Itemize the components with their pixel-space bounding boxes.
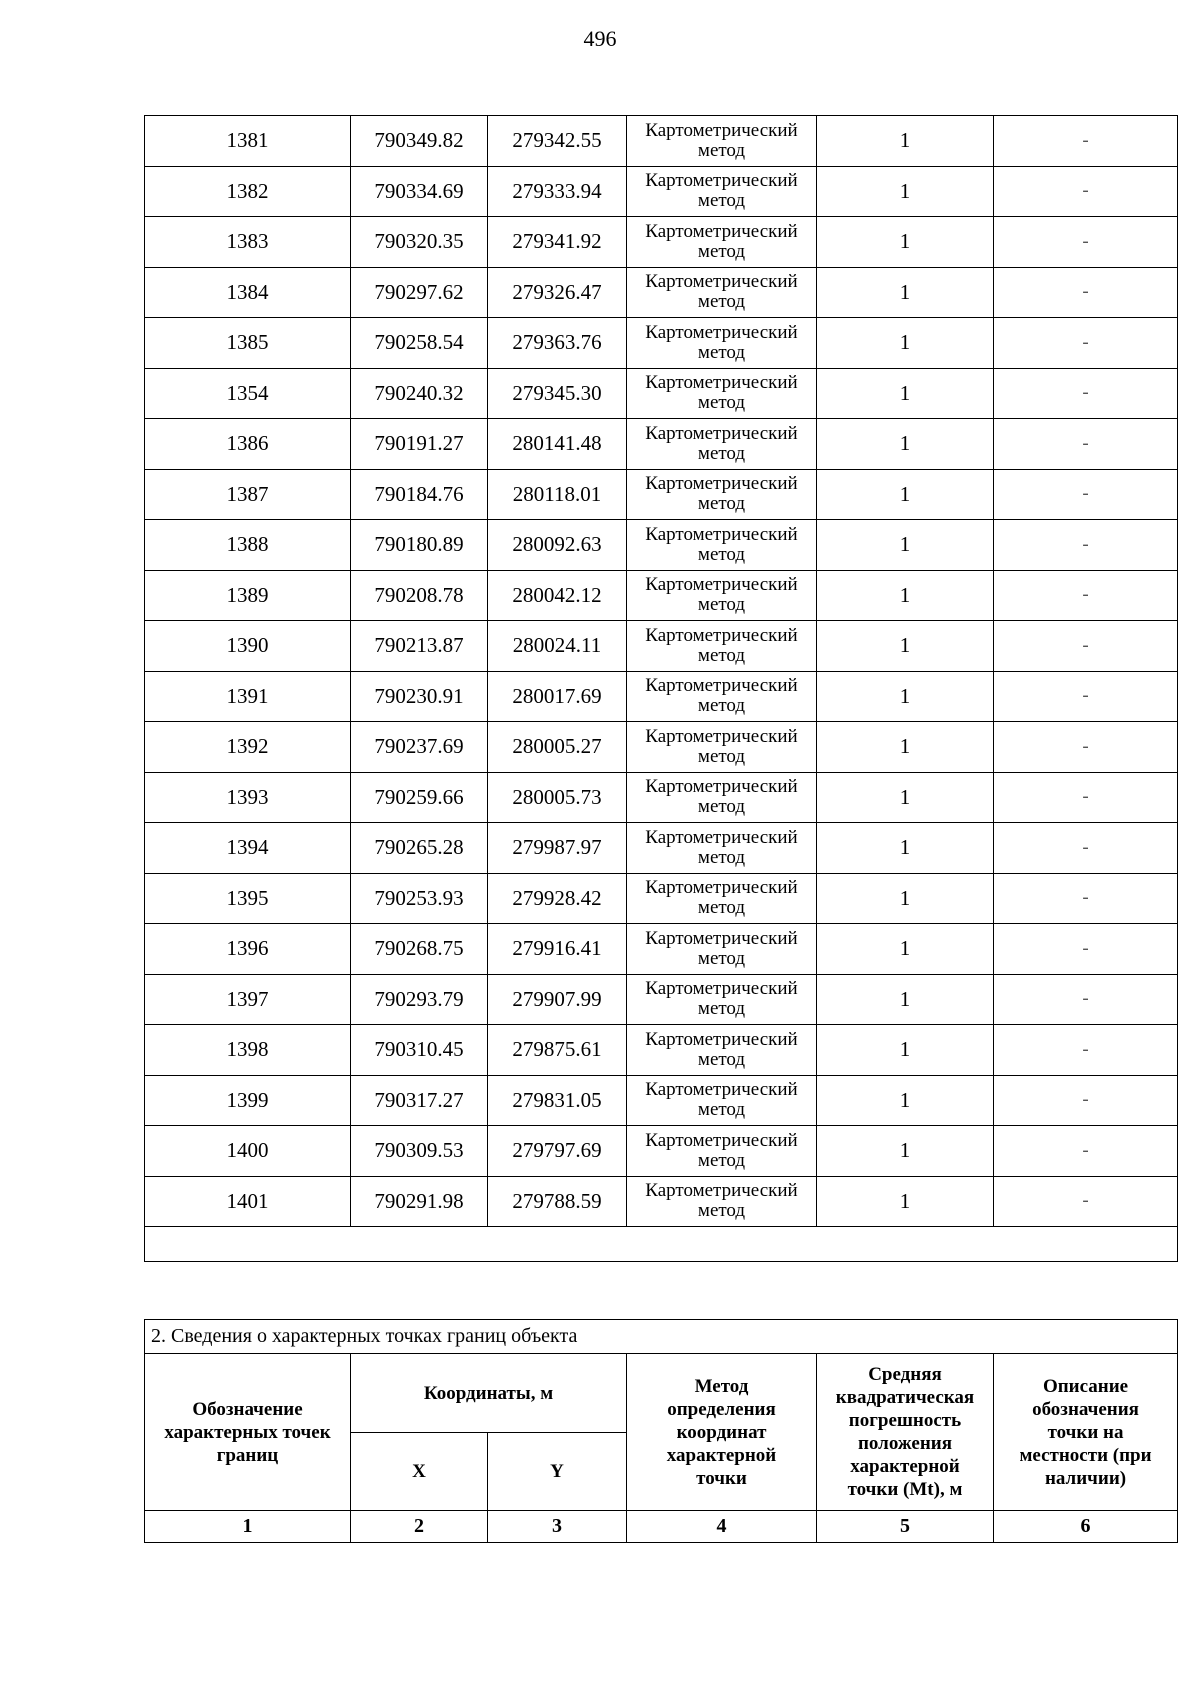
coord-y: 279363.76 (488, 318, 627, 369)
table-row (145, 671, 1178, 722)
method-cell (627, 116, 817, 167)
point-id: 1381 (145, 116, 351, 167)
description: - (994, 722, 1178, 773)
method-cell (627, 318, 817, 369)
table-row (145, 520, 1178, 571)
method-text: метод (697, 1149, 746, 1171)
coord-y: 279875.61 (488, 1025, 627, 1076)
method-cell (627, 974, 817, 1025)
table-row (145, 823, 1178, 874)
method-text: метод (697, 644, 746, 666)
point-id: 1396 (145, 924, 351, 975)
point-id: 1382 (145, 166, 351, 217)
table-row (145, 1126, 1178, 1177)
method-text: Картометрический (645, 473, 798, 495)
coord-x: 790320.35 (351, 217, 488, 268)
table-row (145, 1075, 1178, 1126)
coord-x: 790293.79 (351, 974, 488, 1025)
method-text: метод (697, 139, 746, 161)
coord-x: 790230.91 (351, 671, 488, 722)
column-number: 2 (351, 1511, 488, 1543)
method-cell (627, 1025, 817, 1076)
method-text: Картометрический (645, 1180, 798, 1202)
description: - (994, 166, 1178, 217)
error-mt: 1 (817, 772, 994, 823)
method-cell (627, 873, 817, 924)
coord-x: 790258.54 (351, 318, 488, 369)
method-cell (627, 1126, 817, 1177)
header-line: квадратическая (835, 1387, 975, 1408)
coord-x: 790237.69 (351, 722, 488, 773)
coord-x: 790291.98 (351, 1176, 488, 1227)
method-text: Картометрический (645, 725, 798, 747)
header-line: координат (676, 1421, 767, 1443)
method-cell (627, 217, 817, 268)
section-2-title: 2. Сведения о характерных точках границ объекта (145, 1320, 1178, 1354)
column-number: 6 (994, 1511, 1178, 1543)
description: - (994, 924, 1178, 975)
table-row (145, 267, 1178, 318)
coord-y: 280042.12 (488, 570, 627, 621)
method-text: Картометрический (645, 119, 798, 141)
point-id: 1384 (145, 267, 351, 318)
coord-y: 279326.47 (488, 267, 627, 318)
method-cell (627, 267, 817, 318)
description: - (994, 570, 1178, 621)
error-mt: 1 (817, 116, 994, 167)
description: - (994, 267, 1178, 318)
table-row (145, 974, 1178, 1025)
error-mt: 1 (817, 924, 994, 975)
table-row (145, 419, 1178, 470)
error-mt: 1 (817, 621, 994, 672)
method-text: Картометрический (645, 321, 798, 343)
method-text: Картометрический (645, 978, 798, 1000)
method-cell (627, 469, 817, 520)
method-text: метод (697, 846, 746, 868)
coord-x: 790334.69 (351, 166, 488, 217)
table-row (145, 217, 1178, 268)
table-row (145, 621, 1178, 672)
coord-x: 790191.27 (351, 419, 488, 470)
error-mt: 1 (817, 217, 994, 268)
header-line: местности (при (1019, 1444, 1152, 1466)
header-line: погрешность (848, 1410, 962, 1431)
header-line: характерной (666, 1444, 777, 1466)
error-mt: 1 (817, 570, 994, 621)
point-id: 1401 (145, 1176, 351, 1227)
point-id: 1395 (145, 873, 351, 924)
point-id: 1391 (145, 671, 351, 722)
table-row (145, 318, 1178, 369)
point-id: 1399 (145, 1075, 351, 1126)
header-line: характерной (850, 1456, 960, 1477)
error-mt: 1 (817, 671, 994, 722)
coord-x: 790268.75 (351, 924, 488, 975)
column-number: 5 (817, 1511, 994, 1543)
method-text: Картометрический (645, 574, 798, 596)
description: - (994, 1126, 1178, 1177)
coord-y: 279916.41 (488, 924, 627, 975)
error-mt: 1 (817, 1176, 994, 1227)
table-row (145, 1025, 1178, 1076)
point-id: 1394 (145, 823, 351, 874)
method-cell (627, 772, 817, 823)
table-row (145, 166, 1178, 217)
method-text: метод (697, 594, 746, 616)
header-method (627, 1354, 817, 1511)
method-text: метод (697, 1200, 746, 1222)
coord-x: 790259.66 (351, 772, 488, 823)
point-id: 1400 (145, 1126, 351, 1177)
description: - (994, 621, 1178, 672)
method-text: метод (697, 1099, 746, 1121)
description: - (994, 419, 1178, 470)
coord-x: 790297.62 (351, 267, 488, 318)
coord-x: 790317.27 (351, 1075, 488, 1126)
coord-x: 790265.28 (351, 823, 488, 874)
point-id: 1397 (145, 974, 351, 1025)
point-id: 1389 (145, 570, 351, 621)
description: - (994, 1075, 1178, 1126)
column-number: 3 (488, 1511, 627, 1543)
method-text: Картометрический (645, 1129, 798, 1151)
method-text: Картометрический (645, 170, 798, 192)
coord-x: 790208.78 (351, 570, 488, 621)
method-text: Картометрический (645, 1079, 798, 1101)
coord-y: 279907.99 (488, 974, 627, 1025)
description: - (994, 974, 1178, 1025)
method-cell (627, 419, 817, 470)
point-id: 1354 (145, 368, 351, 419)
header-coordinates: Координаты, м (351, 1354, 627, 1433)
coord-y: 279797.69 (488, 1126, 627, 1177)
header-line: положения (857, 1433, 953, 1454)
method-text: Картометрический (645, 372, 798, 394)
method-cell (627, 823, 817, 874)
coord-x: 790213.87 (351, 621, 488, 672)
error-mt: 1 (817, 722, 994, 773)
coord-x: 790309.53 (351, 1126, 488, 1177)
coord-x: 790184.76 (351, 469, 488, 520)
method-text: Картометрический (645, 927, 798, 949)
header-line: точки (Mt), м (847, 1479, 963, 1500)
method-text: Картометрический (645, 826, 798, 848)
page-number: 496 (583, 26, 617, 51)
description: - (994, 873, 1178, 924)
method-text: Картометрический (645, 220, 798, 242)
header-line: определения (667, 1398, 776, 1420)
table-row (145, 1176, 1178, 1227)
header-line: Описание (1042, 1375, 1129, 1397)
header-line: наличии) (1044, 1467, 1127, 1489)
coord-y: 279333.94 (488, 166, 627, 217)
method-cell (627, 520, 817, 571)
error-mt: 1 (817, 469, 994, 520)
header-description (994, 1354, 1178, 1511)
header-error (817, 1354, 994, 1511)
header-line: Средняя (868, 1364, 942, 1385)
method-text: метод (697, 442, 746, 464)
section-2-header-table (144, 1319, 1178, 1543)
header-line: границ (216, 1444, 279, 1466)
coord-x: 790349.82 (351, 116, 488, 167)
method-text: Картометрический (645, 422, 798, 444)
method-text: метод (697, 947, 746, 969)
description: - (994, 368, 1178, 419)
coord-x: 790240.32 (351, 368, 488, 419)
empty-cell (145, 1227, 1178, 1262)
header-line: Обозначение (192, 1398, 303, 1420)
method-text: метод (697, 240, 746, 262)
column-number: 1 (145, 1511, 351, 1543)
description: - (994, 772, 1178, 823)
method-text: Картометрический (645, 877, 798, 899)
point-id: 1385 (145, 318, 351, 369)
coord-y: 279788.59 (488, 1176, 627, 1227)
table-row (145, 722, 1178, 773)
coord-y: 279928.42 (488, 873, 627, 924)
table-row (145, 772, 1178, 823)
point-id: 1393 (145, 772, 351, 823)
error-mt: 1 (817, 974, 994, 1025)
header-line: точки на (1047, 1421, 1124, 1443)
header-y: Y (488, 1433, 627, 1511)
method-cell (627, 621, 817, 672)
method-text: метод (697, 493, 746, 515)
method-text: Картометрический (645, 271, 798, 293)
coord-y: 280024.11 (488, 621, 627, 672)
point-id: 1387 (145, 469, 351, 520)
table-row (145, 469, 1178, 520)
point-id: 1388 (145, 520, 351, 571)
coord-y: 280141.48 (488, 419, 627, 470)
method-cell (627, 368, 817, 419)
error-mt: 1 (817, 368, 994, 419)
header-x: X (351, 1433, 488, 1511)
error-mt: 1 (817, 823, 994, 874)
method-text: метод (697, 745, 746, 767)
method-text: метод (697, 543, 746, 565)
coord-x: 790253.93 (351, 873, 488, 924)
method-text: метод (697, 695, 746, 717)
header-line: характерных точек (164, 1421, 331, 1443)
table-row (145, 873, 1178, 924)
point-id: 1383 (145, 217, 351, 268)
coord-x: 790180.89 (351, 520, 488, 571)
coord-y: 280017.69 (488, 671, 627, 722)
description: - (994, 823, 1178, 874)
description: - (994, 116, 1178, 167)
table-row (145, 116, 1178, 167)
error-mt: 1 (817, 1075, 994, 1126)
error-mt: 1 (817, 873, 994, 924)
coord-y: 280092.63 (488, 520, 627, 571)
error-mt: 1 (817, 1126, 994, 1177)
method-text: метод (697, 190, 746, 212)
method-text: метод (697, 341, 746, 363)
method-text: метод (697, 291, 746, 313)
method-cell (627, 671, 817, 722)
method-text: Картометрический (645, 776, 798, 798)
method-text: метод (697, 998, 746, 1020)
method-text: Картометрический (645, 1028, 798, 1050)
header-line: точки (696, 1467, 747, 1489)
method-text: метод (697, 1048, 746, 1070)
method-text: метод (697, 392, 746, 414)
method-cell (627, 166, 817, 217)
header-line: Метод (694, 1375, 749, 1397)
method-cell (627, 722, 817, 773)
error-mt: 1 (817, 318, 994, 369)
table-row (145, 368, 1178, 419)
point-id: 1390 (145, 621, 351, 672)
coord-y: 279341.92 (488, 217, 627, 268)
method-cell (627, 570, 817, 621)
point-id: 1386 (145, 419, 351, 470)
method-text: Картометрический (645, 624, 798, 646)
method-text: метод (697, 897, 746, 919)
table-row (145, 924, 1178, 975)
point-id: 1398 (145, 1025, 351, 1076)
error-mt: 1 (817, 520, 994, 571)
method-cell (627, 924, 817, 975)
header-line: обозначения (1032, 1398, 1139, 1420)
error-mt: 1 (817, 1025, 994, 1076)
error-mt: 1 (817, 419, 994, 470)
method-text: Картометрический (645, 675, 798, 697)
description: - (994, 318, 1178, 369)
error-mt: 1 (817, 267, 994, 318)
empty-row (145, 1227, 1178, 1262)
method-cell (627, 1075, 817, 1126)
coord-y: 279345.30 (488, 368, 627, 419)
description: - (994, 1025, 1178, 1076)
coord-x: 790310.45 (351, 1025, 488, 1076)
coord-y: 279831.05 (488, 1075, 627, 1126)
coord-y: 279342.55 (488, 116, 627, 167)
coord-y: 280005.27 (488, 722, 627, 773)
point-id: 1392 (145, 722, 351, 773)
header-designation (145, 1354, 351, 1511)
method-cell (627, 1176, 817, 1227)
description: - (994, 1176, 1178, 1227)
coord-y: 279987.97 (488, 823, 627, 874)
description: - (994, 469, 1178, 520)
column-number: 4 (627, 1511, 817, 1543)
coordinates-table (144, 115, 1178, 1262)
description: - (994, 520, 1178, 571)
coord-y: 280118.01 (488, 469, 627, 520)
method-text: метод (697, 796, 746, 818)
description: - (994, 671, 1178, 722)
description: - (994, 217, 1178, 268)
coord-y: 280005.73 (488, 772, 627, 823)
table-row (145, 570, 1178, 621)
method-text: Картометрический (645, 523, 798, 545)
error-mt: 1 (817, 166, 994, 217)
